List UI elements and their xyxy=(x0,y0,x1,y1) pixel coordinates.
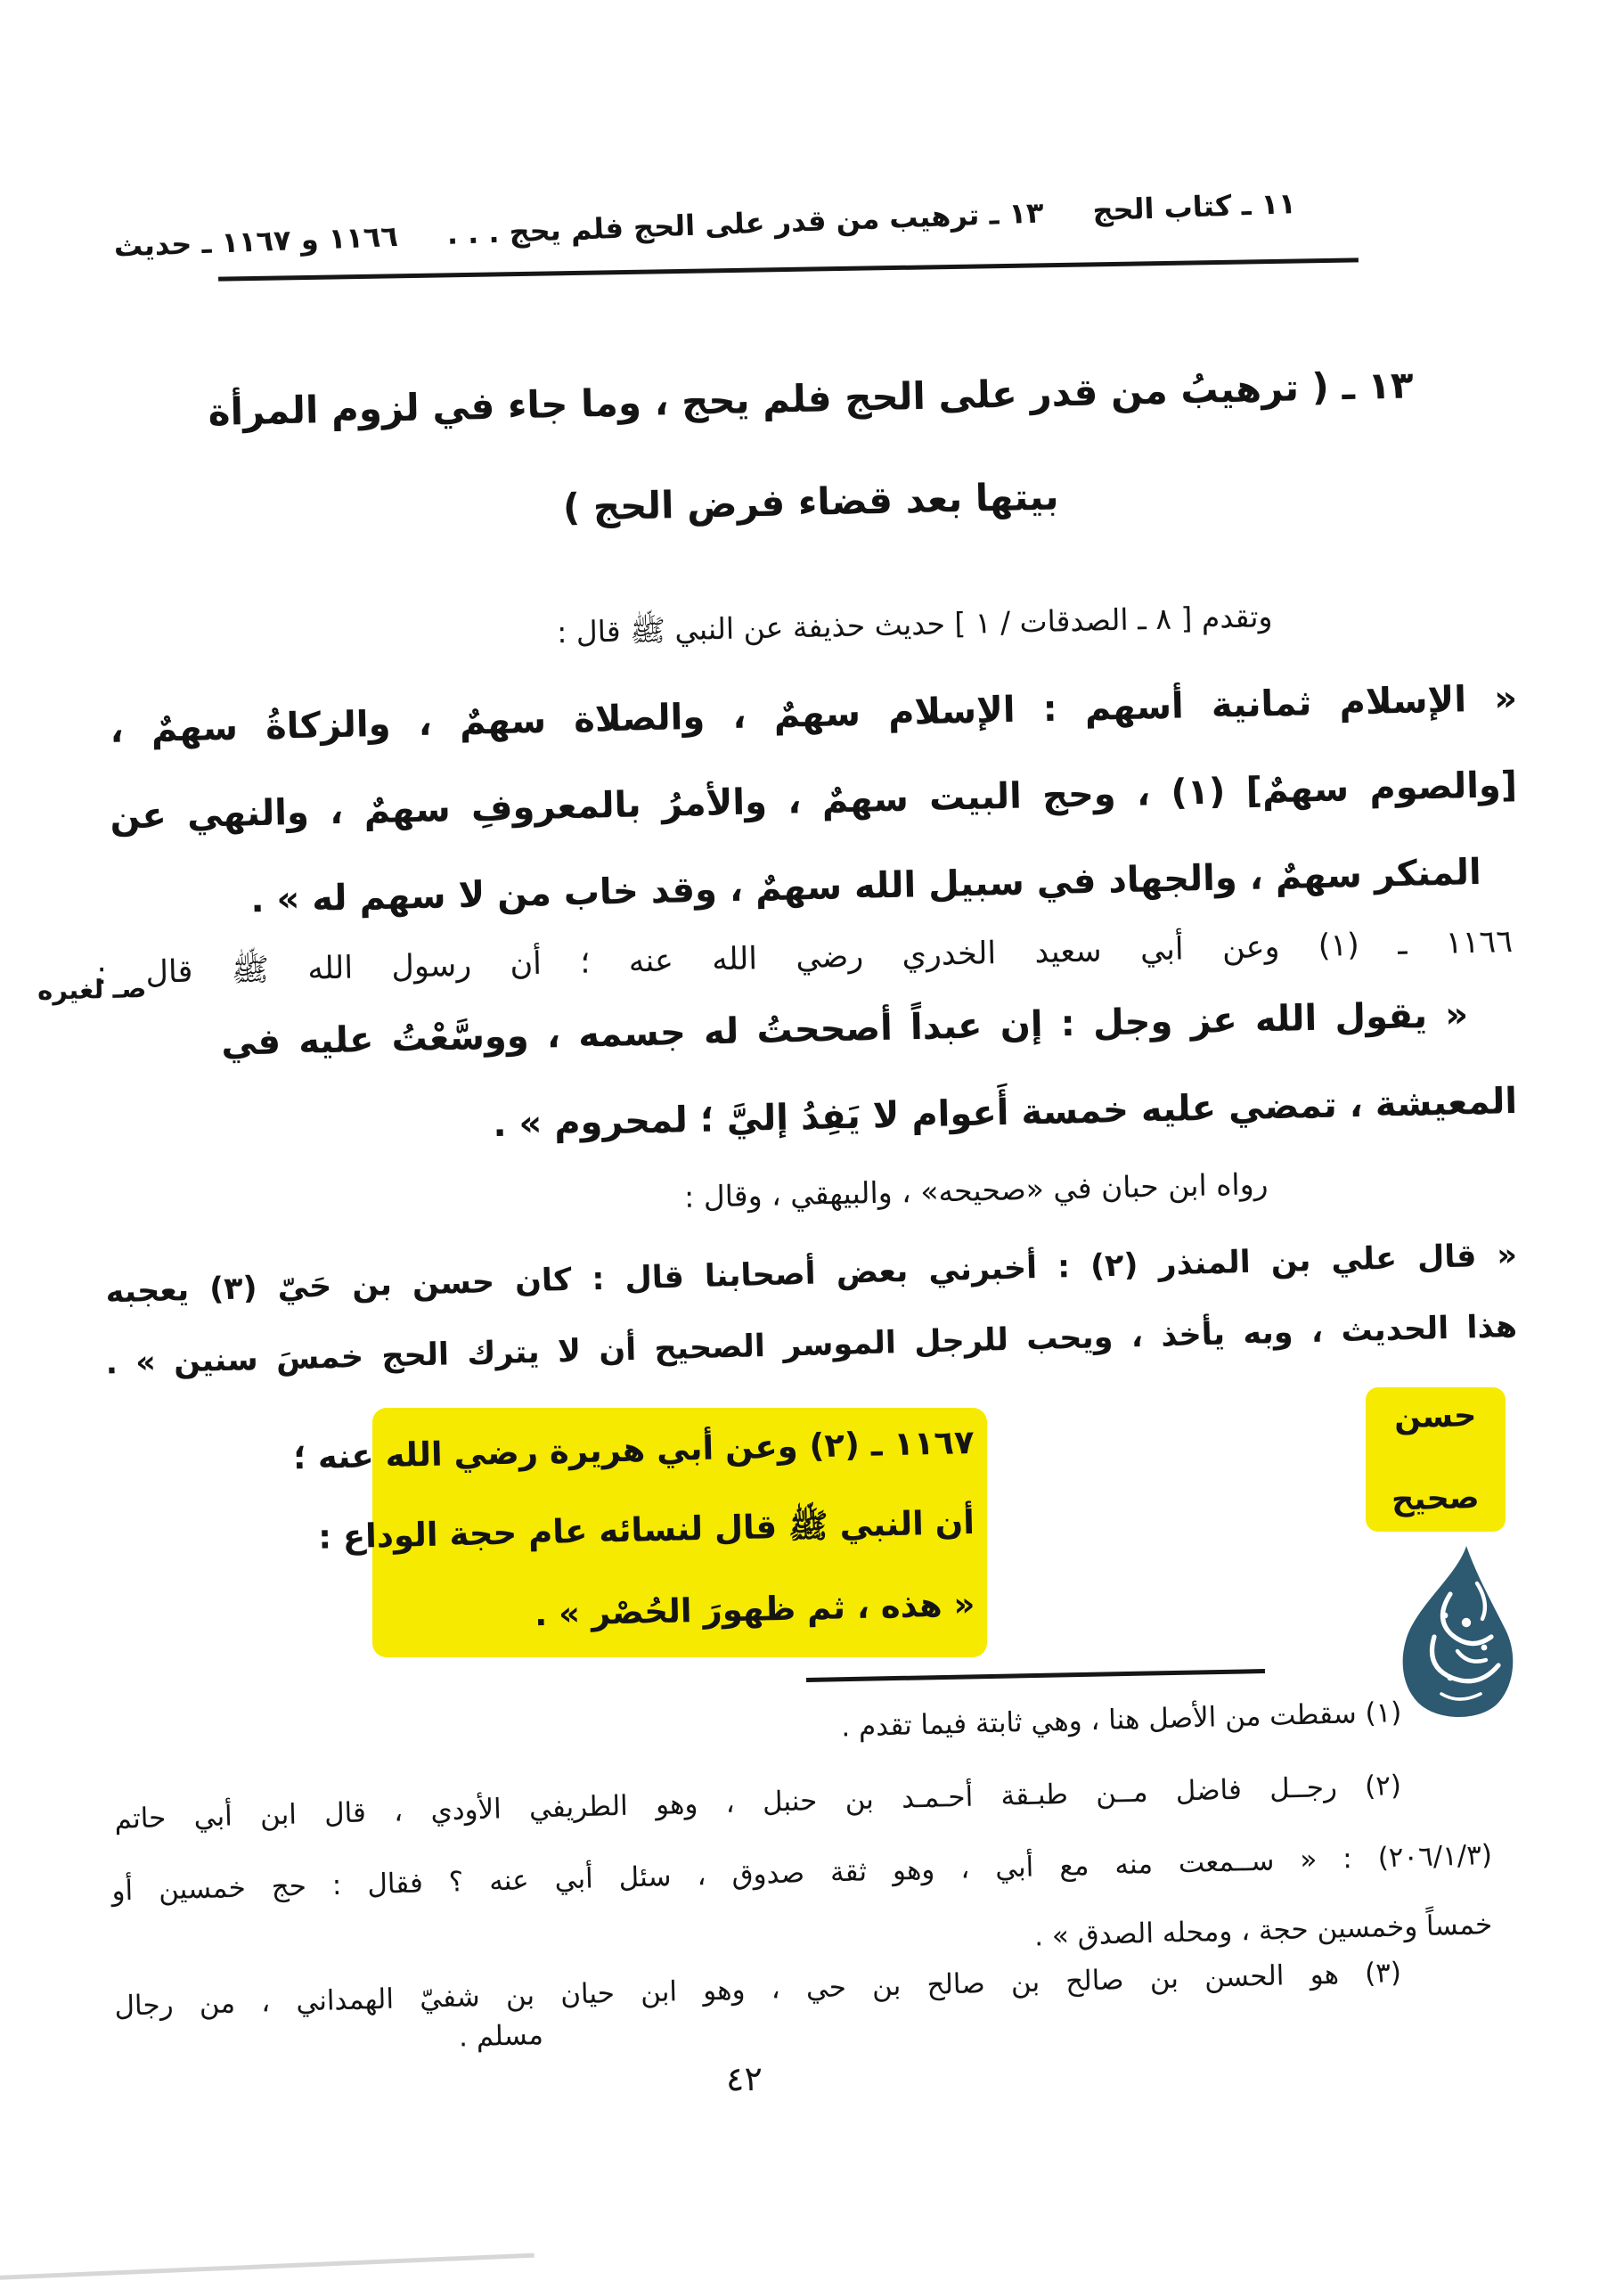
hadith-shares-line1: « الإسلام ثمانية أسهم : الإسلام سهمٌ ، والصلاة سهمٌ ، والزكاةُ سهمٌ ، xyxy=(109,678,1518,751)
page-number: ٤٢ xyxy=(726,2059,763,2098)
header-book-title: ١١ ـ كتاب الحج xyxy=(1092,186,1297,228)
footnote-2-line1: (٢) رجــل فاضل مــن طبـقة أحـمـد بن حنبل ، وهو الطريفي الأودي ، قال ابن أبي حاتم xyxy=(114,1770,1402,1835)
header-rule xyxy=(218,258,1359,281)
hadith-1166-comment-line1: « قال علي بن المنذر (٢) : أخبرني بعض أصحابنا قال : كان حسن بن حَيّ (٣) يعجبه xyxy=(105,1238,1518,1311)
hadith-1167-line3: « هذه ، ثم ظهورَ الحُصْر » . xyxy=(534,1585,975,1634)
intro-reference-line: وتقدم [ ٨ ـ الصدقات / ١ ] حديث حذيفة عن النبي ﷺ قال : xyxy=(556,599,1273,650)
hadith-1166-takhrij: رواه ابن حبان في «صحيحه» ، والبيهقي ، وقال : xyxy=(683,1166,1269,1214)
header-hadith-range: ١١٦٦ و ١١٦٧ ـ حديث xyxy=(113,218,399,264)
hadith-1166-comment-line2: هذا الحديث ، وبه يأخذ ، ويحب للرجل الموسر الصحيح أن لا يترك الحج خمسَ سنين » . xyxy=(105,1309,1518,1382)
hadith-1167-line1: ١١٦٧ ـ (٢) وعن أبي هريرة رضي الله عنه ؛ xyxy=(293,1423,975,1477)
section-title-line1: ١٣ ـ ( ترهيبُ من قدر على الحج فلم يحج ، وما جاء في لزوم المرأة xyxy=(208,363,1415,435)
footnote-3-line2: مسلم . xyxy=(458,2019,544,2054)
hadith-1166-matn-line1: « يقول الله عز وجل : إن عبداً أصححتُ له جسمه ، ووسَّعْتُ عليه في xyxy=(220,994,1469,1064)
grade-word-hasan: حسن xyxy=(1393,1398,1478,1436)
footnote-2-line2: (٢٠٦/١/٣) : « ســمعت منه مع أبي ، وهو ثقة صدوق ، سئل أبي عنه ؟ فقال : حج خمسين أو xyxy=(111,1839,1493,1908)
footnote-2-line3: خمساً وخمسين حجة ، ومحله الصدق » . xyxy=(1033,1909,1493,1953)
hadith-1166-isnad: ١١٦٦ ـ (١) وعن أبي سعيد الخدري رضي الله عنه ؛ أن رسول الله ﷺ قال : xyxy=(95,924,1514,993)
header-chapter-title: ١٣ ـ ترهيب من قدر على الحج فلم يحج . . . xyxy=(446,195,1045,251)
hadith-shares-line2: [والصوم سهمٌ] (١) ، وحج البيت سهمٌ ، والأمرُ بالمعروفِ سهمٌ ، والنهي عن xyxy=(109,764,1518,838)
footnote-separator xyxy=(806,1669,1265,1682)
hadith-1167-grade-box xyxy=(1366,1387,1506,1532)
hadith-1167-highlight-block xyxy=(293,1408,987,1657)
footnote-3-line1: (٣) هو الحسن بن صالح بن صالح بن حي ، وهو ابن حيان بن شفيّ الهمداني ، من رجال xyxy=(114,1957,1402,2023)
hadith-1166-matn-line2: المعيشة ، تمضي عليه خمسة أَعوام لا يَفِدُ إليَّ ؛ لمحروم » . xyxy=(492,1081,1518,1146)
footnote-1: (١) سقطت من الأصل هنا ، وهي ثابتة فيما تقدم . xyxy=(840,1696,1402,1744)
publisher-watermark-icon xyxy=(1397,1544,1522,1722)
grade-word-sahih: صحيح xyxy=(1391,1480,1481,1518)
hadith-1167-line2: أن النبي ﷺ قال لنسائه عام حجة الوداع : xyxy=(317,1503,975,1557)
hadith-shares-line3: المنكر سهمٌ ، والجهاد في سبيل الله سهمٌ ، وقد خاب من لا سهم له » . xyxy=(250,852,1482,921)
scan-artifact xyxy=(0,2253,535,2281)
running-header xyxy=(113,183,1296,267)
section-title-line2: بيتها بعد قضاء فرض الحج ) xyxy=(562,474,1059,530)
hadith-1166-margin-grade: صـ لغيره xyxy=(37,973,147,1006)
